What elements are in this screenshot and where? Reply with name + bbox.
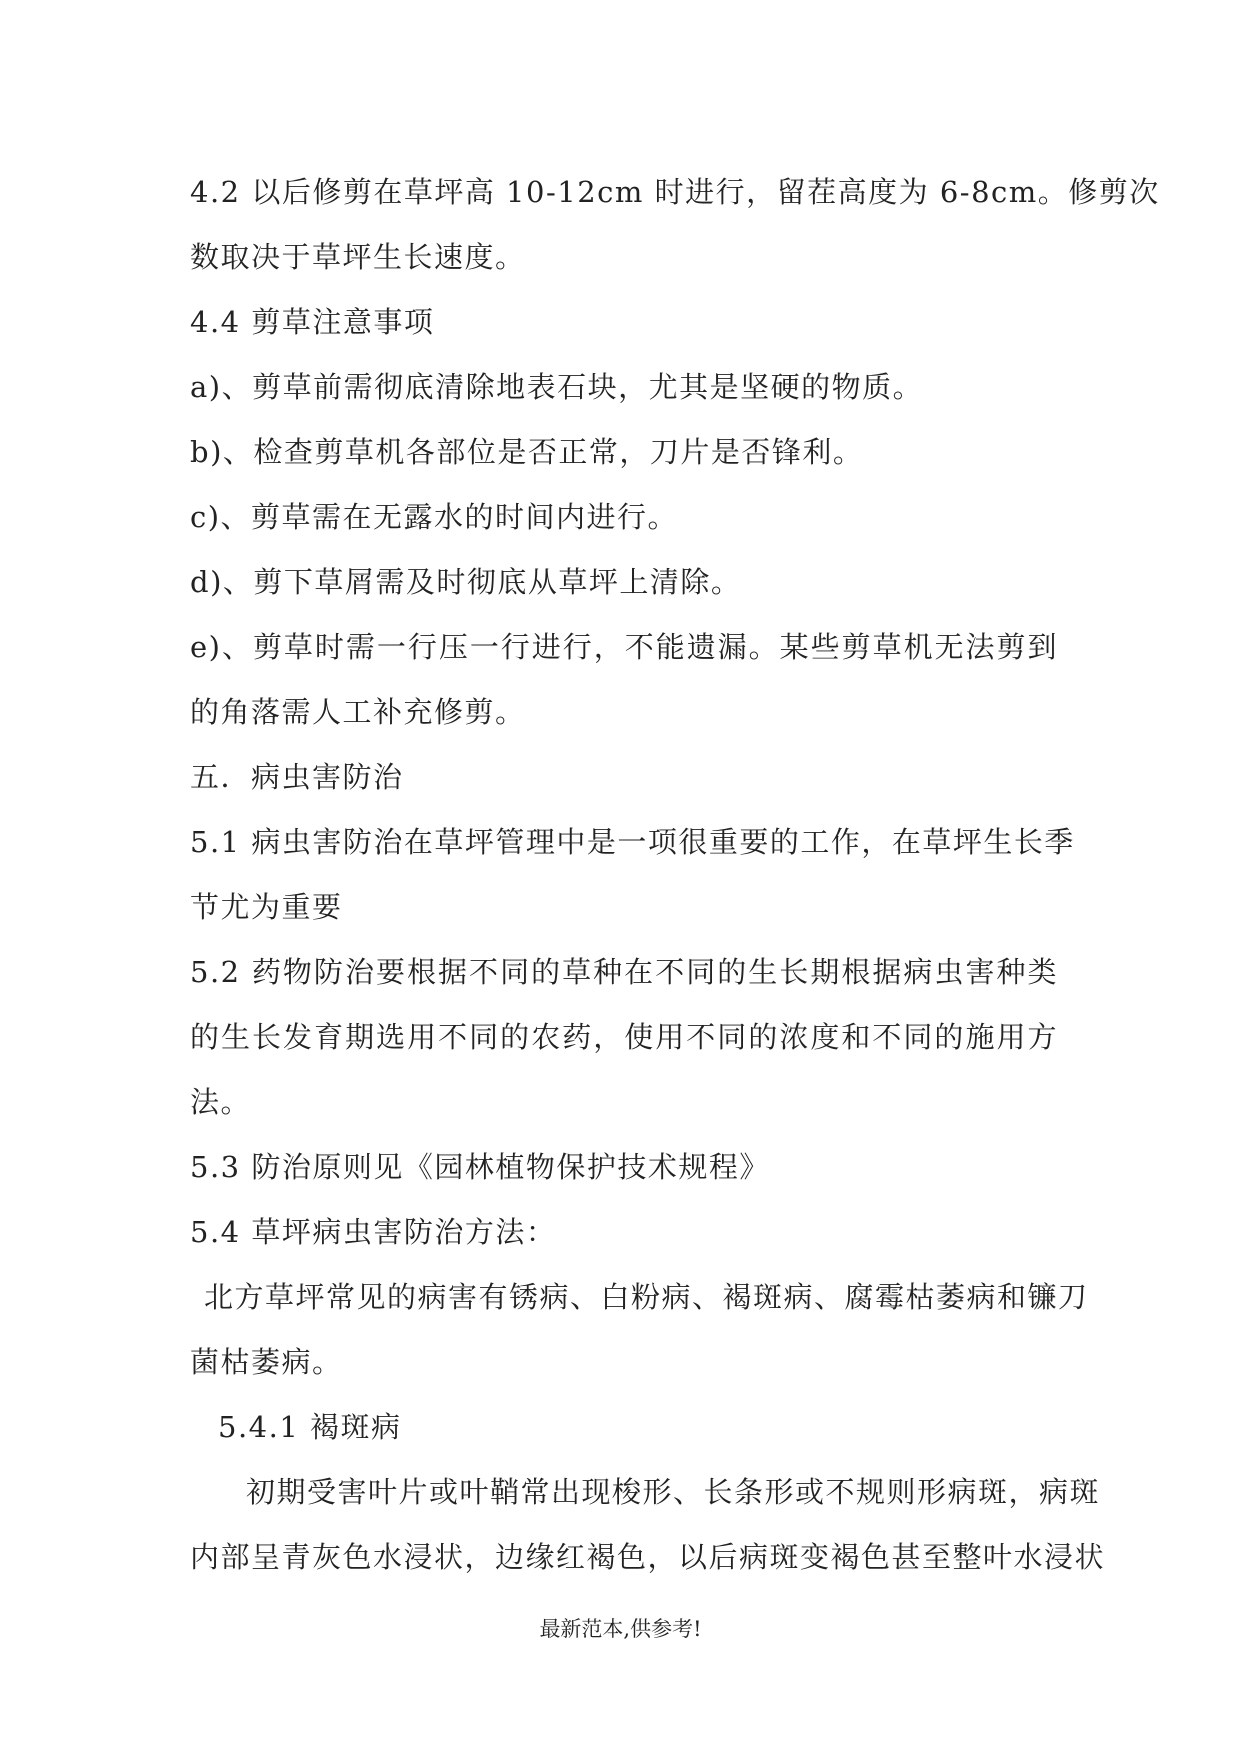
paragraph-line: 菌枯萎病。 xyxy=(190,1345,343,1379)
subsection-heading: 5.4.1 褐斑病 xyxy=(218,1410,402,1444)
list-item: c)、剪草需在无露水的时间内进行。 xyxy=(190,500,679,534)
paragraph-line: 4.2 以后修剪在草坪高 10-12cm 时进行，留茬高度为 6-8cm。修剪次 xyxy=(190,175,1160,209)
paragraph-line: 北方草坪常见的病害有锈病、白粉病、褐斑病、腐霉枯萎病和镰刀 xyxy=(204,1280,1089,1314)
document-body xyxy=(190,160,1160,1590)
paragraph-line: 节尤为重要 xyxy=(190,890,343,924)
list-item-continuation: 的角落需人工补充修剪。 xyxy=(190,695,526,729)
section-heading: 5.4 草坪病虫害防治方法： xyxy=(190,1215,557,1249)
list-item: d)、剪下草屑需及时彻底从草坪上清除。 xyxy=(190,565,742,599)
section-heading: 4.4 剪草注意事项 xyxy=(190,305,435,339)
list-item: a)、剪草前需彻底清除地表石块，尤其是坚硬的物质。 xyxy=(190,370,924,404)
paragraph-line: 5.1 病虫害防治在草坪管理中是一项很重要的工作，在草坪生长季 xyxy=(190,825,1075,859)
chapter-heading: 五．病虫害防治 xyxy=(190,760,404,794)
paragraph-line: 初期受害叶片或叶鞘常出现梭形、长条形或不规则形病斑，病斑 xyxy=(246,1475,1101,1509)
paragraph-line: 法。 xyxy=(190,1085,252,1119)
paragraph-line: 数取决于草坪生长速度。 xyxy=(190,240,526,274)
paragraph-line: 内部呈青灰色水浸状，边缘红褐色，以后病斑变褐色甚至整叶水浸状 xyxy=(190,1540,1106,1574)
paragraph-line: 5.2 药物防治要根据不同的草种在不同的生长期根据病虫害种类 xyxy=(190,955,1058,989)
list-item: b)、检查剪草机各部位是否正常，刀片是否锋利。 xyxy=(190,435,864,469)
paragraph-line: 5.3 防治原则见《园林植物保护技术规程》 xyxy=(190,1150,770,1184)
page-footer: 最新范本,供参考! xyxy=(539,1617,702,1641)
paragraph-line: 的生长发育期选用不同的农药，使用不同的浓度和不同的施用方 xyxy=(190,1020,1058,1054)
list-item: e)、剪草时需一行压一行进行，不能遗漏。某些剪草机无法剪到 xyxy=(190,630,1058,664)
